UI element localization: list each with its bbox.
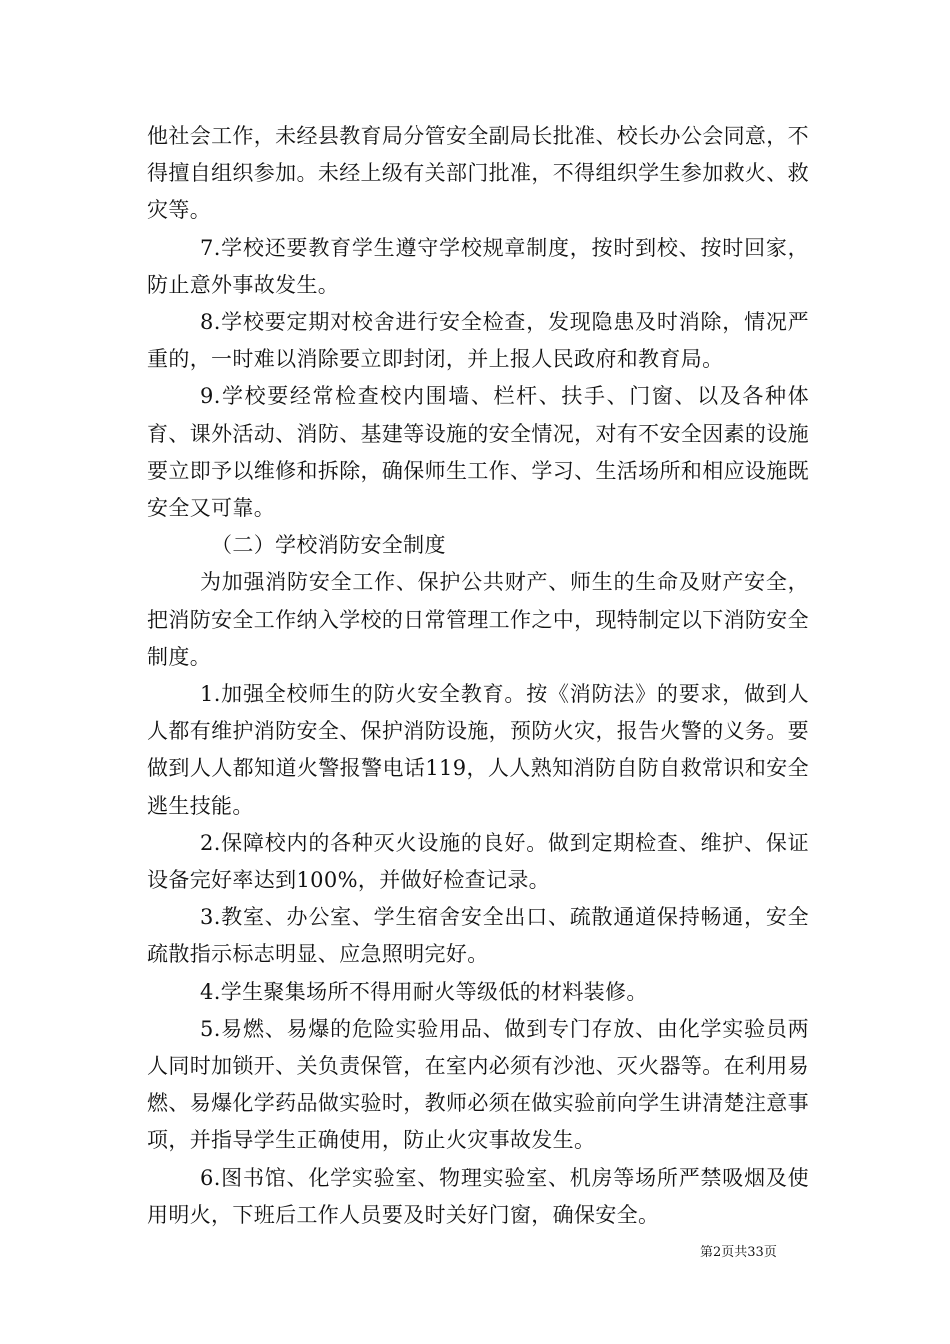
document-body (147, 118, 809, 1234)
paragraph-rule-1: 1.加强全校师生的防火安全教育。按《消防法》的要求，做到人人都有维护消防安全、保护消防设施，预防火灾，报告火警的义务。要做到人人都知道火警报警电话119，人人熟知消防自防自救常识和安全逃生技能。 (147, 682, 809, 818)
paragraph-rule-4: 4.学生聚集场所不得用耐火等级低的材料装修。 (200, 979, 648, 1004)
paragraph-rule-3: 3.教室、办公室、学生宿舍安全出口、疏散通道保持畅通，安全疏散指示标志明显、应急照明完好。 (147, 905, 809, 967)
paragraph-rule-2: 2.保障校内的各种灭火设施的良好。做到定期检查、维护、保证设备完好率达到100%，并做好检查记录。 (147, 830, 809, 893)
section-heading: （二）学校消防安全制度 (211, 533, 446, 558)
paragraph-rule-6: 6.图书馆、化学实验室、物理实验室、机房等场所严禁吸烟及使用明火，下班后工作人员要及时关好门窗，确保安全。 (147, 1165, 809, 1227)
paragraph-continuation: 他社会工作，未经县教育局分管安全副局长批准、校长办公会同意，不得擅自组织参加。未经上级有关部门批准，不得组织学生参加救火、救灾等。 (147, 124, 809, 223)
paragraph-intro: 为加强消防安全工作、保护公共财产、师生的生命及财产安全，把消防安全工作纳入学校的日常管理工作之中，现特制定以下消防安全制度。 (147, 570, 809, 669)
paragraph-rule-5: 5.易燃、易爆的危险实验用品、做到专门存放、由化学实验员两人同时加锁开、关负责保管，在室内必须有沙池、灭火器等。在利用易燃、易爆化学药品做实验时，教师必须在做实验前向学生讲清楚注意事项，并指导学生正确使用，防止火灾事故发生。 (147, 1016, 809, 1153)
paragraph-item-9: 9.学校要经常检查校内围墙、栏杆、扶手、门窗、以及各种体育、课外活动、消防、基建等设施的安全情况，对有不安全因素的设施要立即予以维修和拆除，确保师生工作、学习、生活场所和相应设施既安全又可靠。 (147, 384, 809, 521)
paragraph-item-7: 7.学校还要教育学生遵守学校规章制度，按时到校、按时回家，防止意外事故发生。 (147, 235, 809, 297)
page-number-footer: 第2页共33页 (700, 1245, 777, 1260)
paragraph-item-8: 8.学校要定期对校舍进行安全检查，发现隐患及时消除，情况严重的，一时难以消除要立即封闭，并上报人民政府和教育局。 (147, 310, 809, 372)
